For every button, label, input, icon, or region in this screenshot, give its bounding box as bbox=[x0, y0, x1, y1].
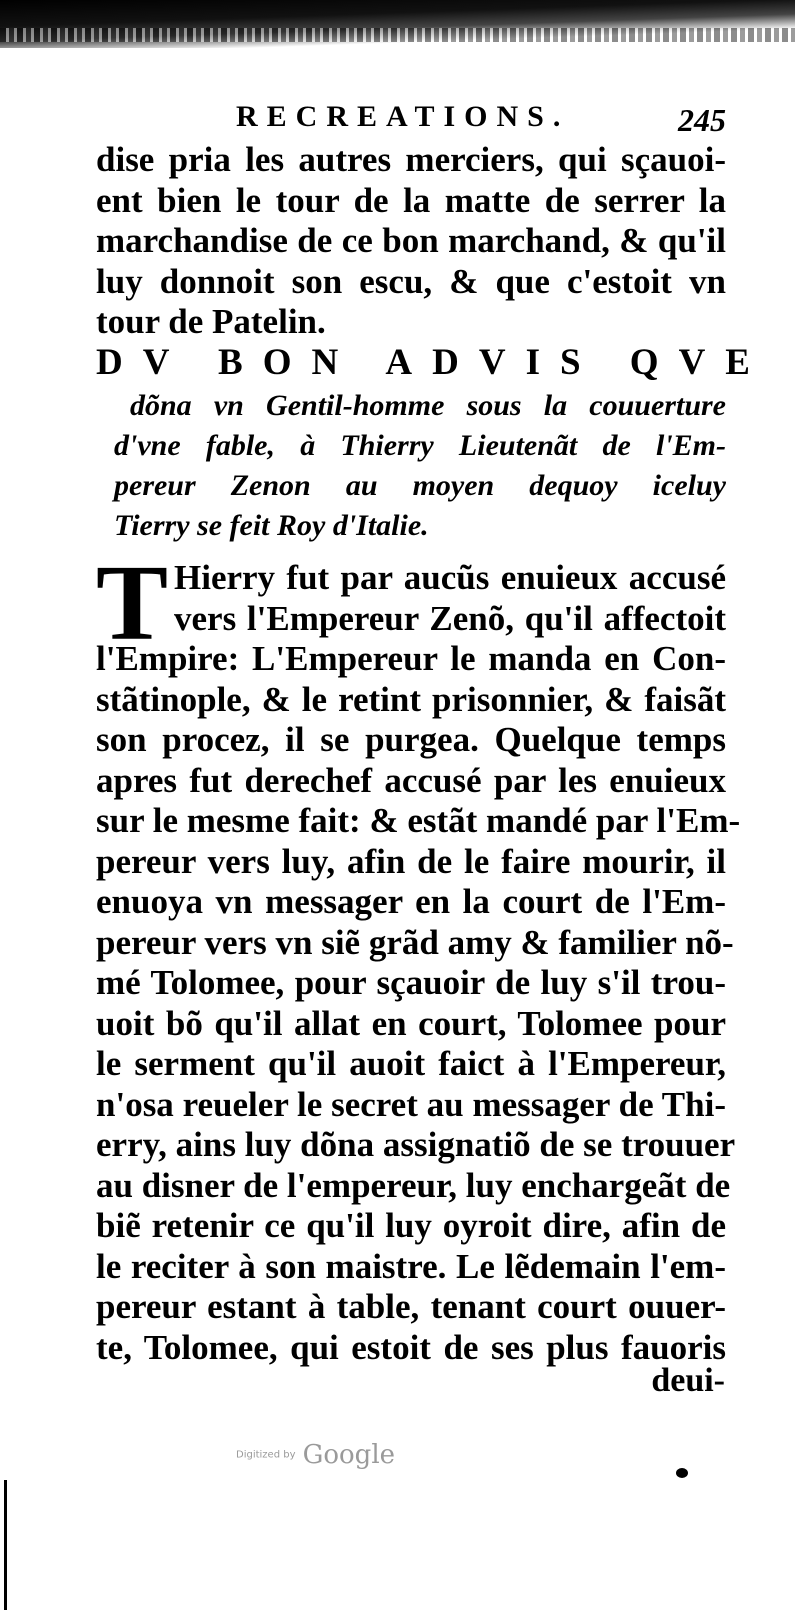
heading-subtitle-line: Tierry se feit Roy d'Italie. bbox=[114, 509, 429, 542]
catchword: deui- bbox=[651, 1362, 725, 1399]
text-line: l'Empire: L'Empereur le manda en Con- bbox=[96, 639, 726, 678]
heading-subtitle-line: d'vne fable, à Thierry Lieutenãt de l'Em- bbox=[114, 429, 726, 462]
text-line: sur le mesme fait: & estãt mandé par l'Em- bbox=[96, 801, 741, 840]
text-line: tour de Patelin. bbox=[96, 302, 326, 341]
text-line: luy donnoit son escu, & que c'estoit vn bbox=[96, 261, 726, 301]
drop-cap: T bbox=[96, 544, 169, 663]
text-line: Hierry fut par aucũs enuieux accusé bbox=[174, 558, 726, 597]
text-line: le reciter à son maistre. Le lẽdemain l'em- bbox=[96, 1246, 726, 1286]
text-line: marchandise de ce bon marchand, & qu'il bbox=[96, 221, 726, 260]
heading-subtitle-line: pereur Zenon au moyen dequoy iceluy bbox=[114, 469, 726, 502]
text-line: le serment qu'il auoit faict à l'Empereur, bbox=[96, 1044, 726, 1083]
chapter-heading bbox=[96, 340, 770, 546]
text-line: stãtinople, & le retint prisonnier, & faisãt bbox=[96, 679, 726, 719]
text-line: uoit bõ qu'il allat en court, Tolomee pour bbox=[96, 1003, 726, 1043]
text-line: vers l'Empereur Zenõ, qu'il affectoit bbox=[174, 598, 726, 638]
ink-speck bbox=[676, 1468, 688, 1478]
adjacent-page-margin bbox=[0, 110, 30, 1490]
watermark-prefix: Digitized by bbox=[236, 1449, 296, 1461]
continuation-text bbox=[96, 140, 726, 343]
watermark-brand: Google bbox=[302, 1440, 396, 1470]
heading-subtitle-line: dõna vn Gentil-homme sous la couuerture bbox=[130, 389, 726, 422]
heading-title: DV BON ADVIS QVE bbox=[96, 342, 770, 383]
text-line: pereur estant à table, tenant court ouuer- bbox=[96, 1287, 726, 1326]
page-number: 245 bbox=[678, 102, 726, 138]
text-line: biẽ retenir ce qu'il luy oyroit dire, afin de bbox=[96, 1206, 726, 1245]
text-line: son procez, il se purgea. Quelque temps bbox=[96, 720, 726, 759]
text-line: pereur vers luy, afin de le faire mourir, il bbox=[96, 841, 726, 881]
text-line: au disner de l'empereur, luy enchargeãt de bbox=[96, 1165, 731, 1205]
text-line: mé Tolomee, pour sçauoir de luy s'il trou- bbox=[96, 963, 726, 1002]
body-text bbox=[96, 544, 741, 1368]
running-head: RECREATIONS. bbox=[236, 100, 570, 133]
scan-top-edge bbox=[0, 0, 795, 48]
text-line: enuoya vn messager en la court de l'Em- bbox=[96, 882, 726, 921]
text-line: dise pria les autres merciers, qui sçauoi- bbox=[96, 140, 726, 179]
digitization-watermark bbox=[236, 1440, 395, 1470]
text-line: te, Tolomee, qui estoit de ses plus fauoris bbox=[96, 1327, 726, 1367]
text-line: apres fut derechef accusé par les enuieux bbox=[96, 760, 726, 800]
text-line: pereur vers vn siẽ grãd amy & familier nõ- bbox=[96, 922, 734, 962]
page-header bbox=[96, 100, 726, 144]
text-line: n'osa reueler le secret au messager de Thi- bbox=[96, 1084, 726, 1124]
text-line: ent bien le tour de la matte de serrer la bbox=[96, 180, 726, 220]
margin-rule bbox=[4, 1480, 7, 1610]
text-line: erry, ains luy dõna assignatiõ de se trouuer bbox=[96, 1125, 736, 1164]
